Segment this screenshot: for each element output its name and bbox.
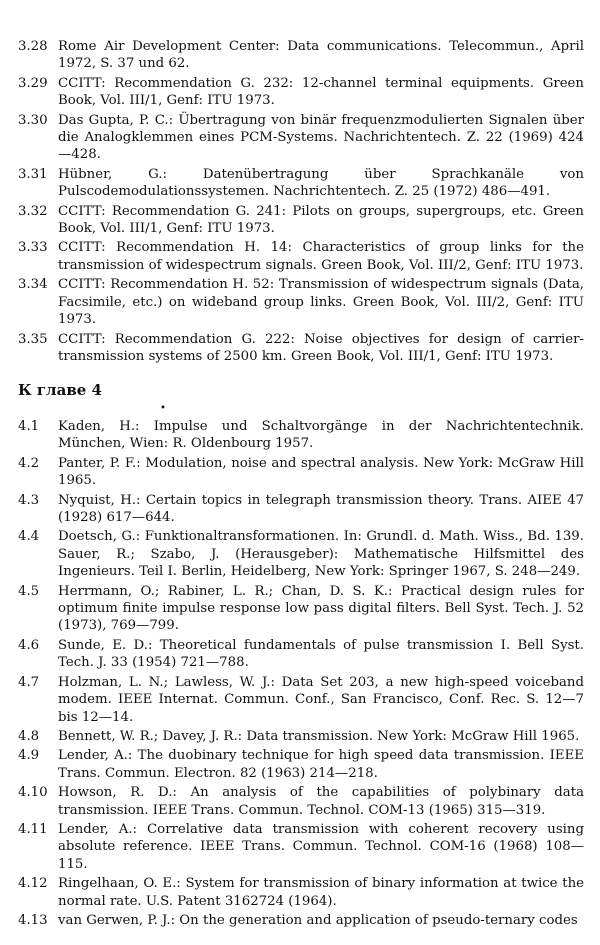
reference-number: 4.13 — [18, 912, 48, 928]
reference-number: 4.12 — [18, 876, 48, 892]
reference-entry — [0, 674, 600, 726]
print-mark: • — [160, 403, 166, 414]
reference-entry — [0, 276, 600, 328]
reference-number: 4.10 — [18, 785, 48, 801]
reference-entry — [0, 784, 600, 819]
reference-number: 3.30 — [18, 112, 48, 128]
reference-entry — [0, 583, 600, 635]
reference-number: 4.6 — [18, 637, 40, 653]
reference-number: 4.11 — [18, 821, 48, 837]
reference-text: Ringelhaan, O. E.: System for transmission of binary information at twice the normal rate. U.S. Patent 3162724 (1964). — [58, 876, 584, 909]
reference-text: CCITT: Recommendation G. 222: Noise objectives for design of carrier-transmission systems of 2500 km. Green Book, Vol. III/1, Genf: ITU 1973. — [58, 331, 584, 364]
reference-entry — [0, 821, 600, 873]
reference-text: CCITT: Recommendation H. 52: Transmission of widespectrum signals (Data, Facsimile, etc.) on wideband group links. Green Book, Vol. III/2, Genf: ITU 1973. — [58, 277, 584, 328]
reference-number: 3.33 — [18, 240, 48, 256]
reference-entry — [0, 166, 600, 201]
reference-text: Herrmann, O.; Rabiner, L. R.; Chan, D. S. K.: Practical design rules for optimum finite impulse response low pass digital filters. Bell Syst. Tech. J. 52 (1973), 769—799. — [58, 583, 584, 634]
reference-text: Holzman, L. N.; Lawless, W. J.: Data Set 203, a new high-speed voiceband modem. IEEE Internat. Commun. Conf., San Francisco, Conf. Rec. S. 12—7 bis 12—14. — [58, 674, 584, 725]
reference-text: Howson, R. D.: An analysis of the capabilities of polybinary data transmission. IEEE Trans. Commun. Technol. COM-13 (1965) 315—319. — [58, 785, 584, 818]
reference-text: Lender, A.: Correlative data transmission with coherent recovery using absolute reference. IEEE Trans. Commun. Technol. COM-16 (1968) 108—115. — [58, 821, 584, 872]
reference-text: Nyquist, H.: Certain topics in telegraph transmission theory. Trans. AIEE 47 (1928) 617—644. — [58, 492, 584, 526]
reference-entry — [0, 492, 600, 527]
reference-number: 4.5 — [18, 583, 40, 599]
chapter-heading: К главе 4 — [18, 381, 102, 399]
reference-number: 3.31 — [18, 166, 48, 182]
reference-number: 4.9 — [18, 748, 40, 764]
reference-entry — [0, 75, 600, 110]
reference-text: Lender, A.: The duobinary technique for high speed data transmission. IEEE Trans. Commun. Electron. 82 (1963) 214—218. — [58, 748, 584, 781]
reference-number: 3.28 — [18, 39, 48, 54]
reference-number: 3.29 — [18, 75, 48, 91]
reference-number: 4.7 — [18, 674, 40, 690]
reference-entry — [0, 38, 600, 73]
reference-text: Doetsch, G.: Funktionaltransformationen. In: Grundl. d. Math. Wiss., Bd. 139. Sauer, R.; Szabo, J. (Herausgeber): Mathematische Hilfsmittel des Ingenieurs. Teil I. Berlin, Heidelberg, New York: Springer 1967, S. 248—249. — [58, 529, 584, 580]
reference-number: 4.2 — [18, 455, 40, 471]
reference-number: 4.4 — [18, 529, 40, 545]
reference-text: Sunde, E. D.: Theoretical fundamentals of pulse transmission I. Bell Syst. Tech. J. 33 (1954) 721—788. — [58, 637, 584, 671]
reference-text: Bennett, W. R.; Davey, J. R.: Data transmission. New York: McGraw Hill 1965. — [58, 728, 580, 744]
reference-entry — [0, 747, 600, 782]
reference-entry — [0, 912, 600, 929]
reference-entry — [0, 528, 600, 580]
reference-number: 3.35 — [18, 331, 48, 347]
reference-entry — [0, 331, 600, 366]
reference-text: Rome Air Development Center: Data communications. Telecommun., April 1972, S. 37 und 62. — [58, 39, 584, 72]
reference-number: 4.3 — [18, 492, 40, 508]
reference-number: 4.8 — [18, 728, 40, 744]
reference-text: CCITT: Recommendation H. 14: Characteristics of group links for the transmission of widespectrum signals. Green Book, Vol. III/2, Genf: ITU 1973. — [58, 240, 584, 273]
reference-number: 3.32 — [18, 203, 48, 219]
reference-text: Hübner, G.: Datenübertragung über Sprachkanäle von Pulscodemodulationssystemen. Nachrichtentech. Z. 25 (1972) 486—491. — [58, 166, 584, 200]
reference-text: CCITT: Recommendation G. 241: Pilots on groups, supergroups, etc. Green Book, Vol. III/1, Genf: ITU 1973. — [58, 203, 584, 237]
reference-text: Kaden, H.: Impulse und Schaltvorgänge in der Nachrichtentechnik. München, Wien: R. Oldenbourg 1957. — [58, 419, 584, 452]
reference-list-chapter-3 — [0, 38, 600, 367]
reference-entry — [0, 637, 600, 672]
reference-number: 3.34 — [18, 277, 48, 293]
reference-entry — [0, 455, 600, 490]
reference-entry — [0, 728, 600, 745]
reference-entry — [0, 112, 600, 164]
reference-number: 4.1 — [18, 419, 40, 434]
reference-text: van Gerwen, P. J.: On the generation and application of pseudo-ternary codes — [58, 912, 578, 928]
reference-entry — [0, 203, 600, 238]
reference-text: Panter, P. F.: Modulation, noise and spectral analysis. New York: McGraw Hill 1965. — [58, 455, 584, 489]
reference-text: CCITT: Recommendation G. 232: 12-channel terminal equipments. Green Book, Vol. III/1, Genf: ITU 1973. — [58, 75, 584, 109]
reference-list-chapter-4 — [0, 418, 600, 931]
reference-entry — [0, 875, 600, 910]
reference-entry — [0, 418, 600, 453]
reference-entry — [0, 239, 600, 274]
reference-text: Das Gupta, P. C.: Übertragung von binär frequenzmodulierten Signalen über die Analogklemmen eines PCM-Systems. Nachrichtentech. Z. 22 (1969) 424—428. — [58, 112, 584, 163]
